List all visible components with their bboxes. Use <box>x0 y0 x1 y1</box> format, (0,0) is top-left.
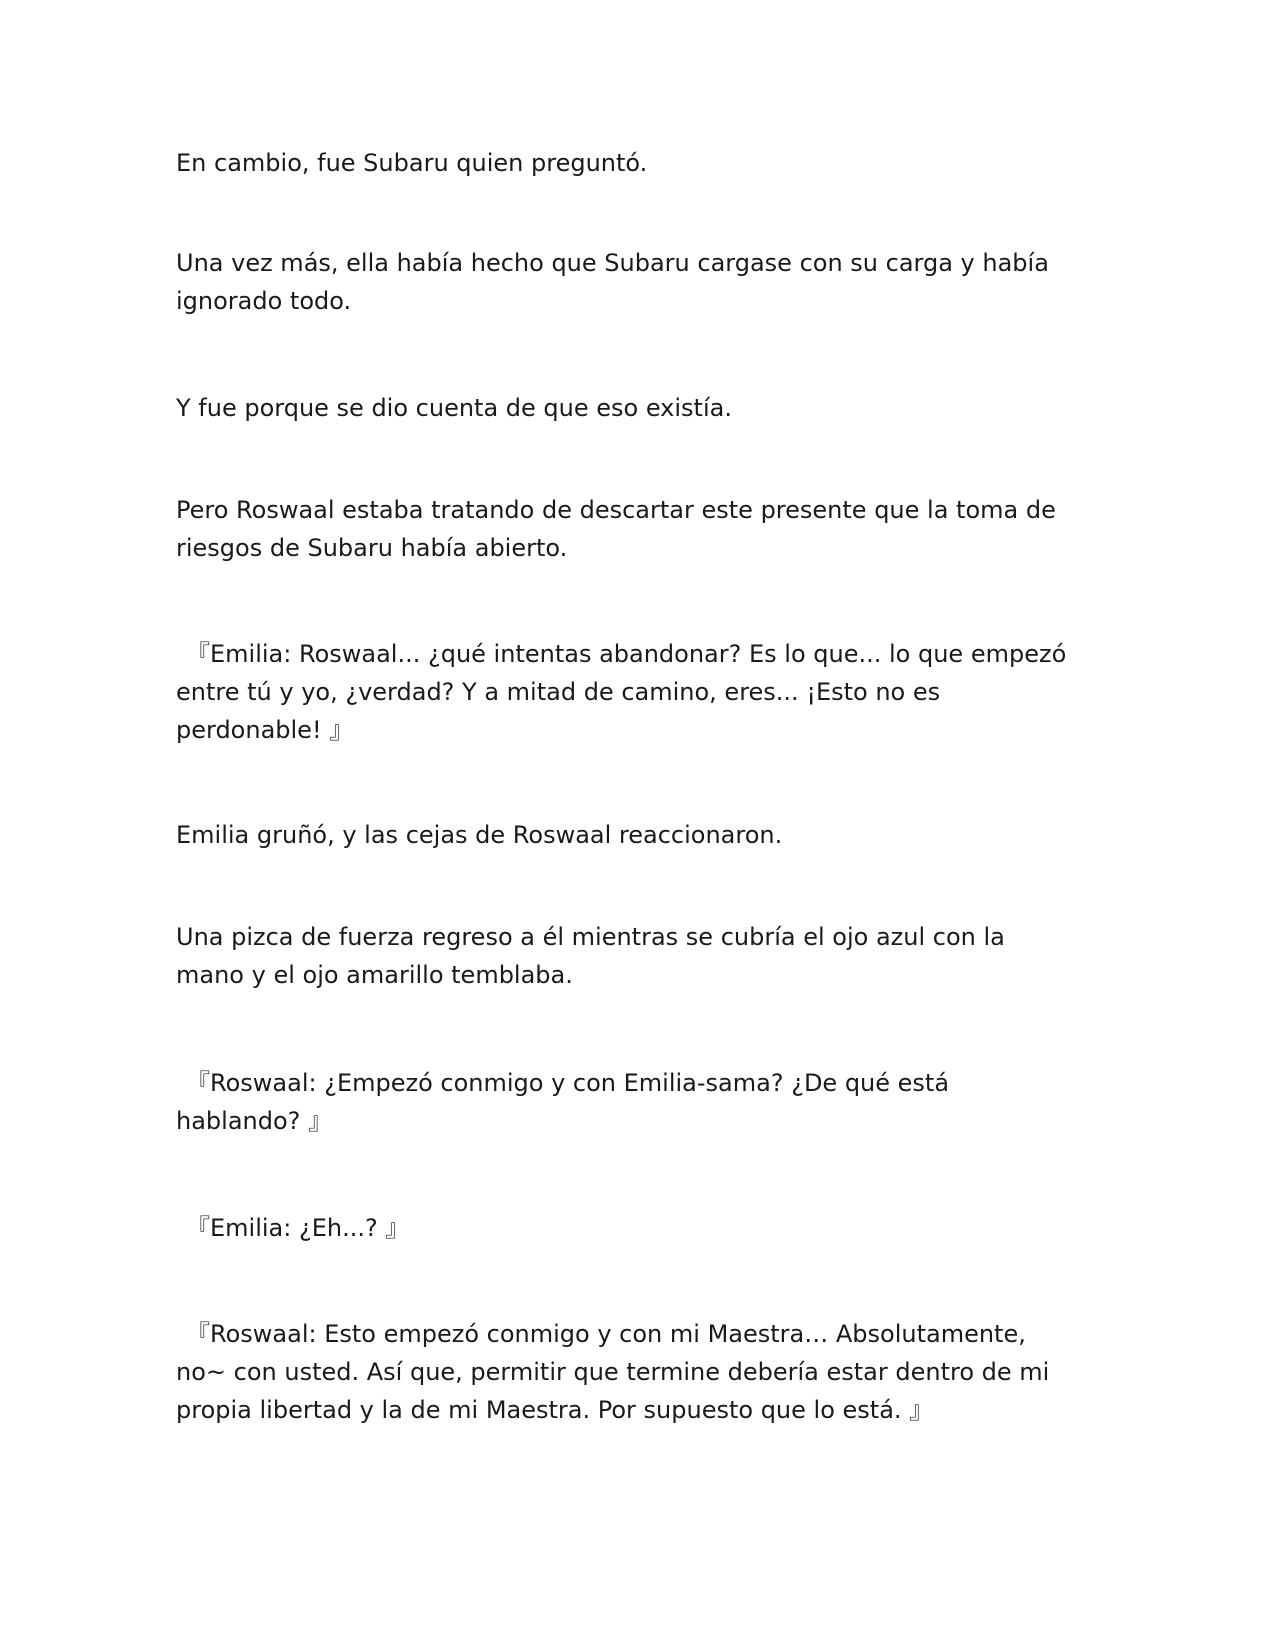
paragraph-5: Emilia gruñó, y las cejas de Roswaal reaccionaron. <box>176 821 783 849</box>
dialogue-roswaal-2: 『Roswaal: Esto empezó conmigo y con mi Maestra… Absolutamente, no~ con usted. Así que, permitir que termine debería estar dentro de mi propia libertad y la de mi Maestra. Por supuesto que lo está. 』 <box>176 1320 1050 1424</box>
paragraph-2: Una vez más, ella había hecho que Subaru cargase con su carga y había ignorado todo. <box>176 249 1049 315</box>
paragraph-1: En cambio, fue Subaru quien preguntó. <box>176 149 648 177</box>
paragraph-3: Y fue porque se dio cuenta de que eso existía. <box>176 394 732 422</box>
dialogue-roswaal-1: 『Roswaal: ¿Empezó conmigo y con Emilia-sama? ¿De qué está hablando? 』 <box>176 1069 950 1135</box>
dialogue-emilia-1: 『Emilia: Roswaal... ¿qué intentas abandonar? Es lo que... lo que empezó entre tú y yo, ¿verdad? Y a mitad de camino, eres... ¡Esto no es perdonable! 』 <box>176 640 1067 744</box>
dialogue-emilia-2: 『Emilia: ¿Eh...? 』 <box>186 1214 410 1242</box>
paragraph-4: Pero Roswaal estaba tratando de descartar este presente que la toma de riesgos de Subaru había abierto. <box>176 496 1056 562</box>
paragraph-6: Una pizca de fuerza regreso a él mientras se cubría el ojo azul con la mano y el ojo amarillo temblaba. <box>176 923 1005 989</box>
